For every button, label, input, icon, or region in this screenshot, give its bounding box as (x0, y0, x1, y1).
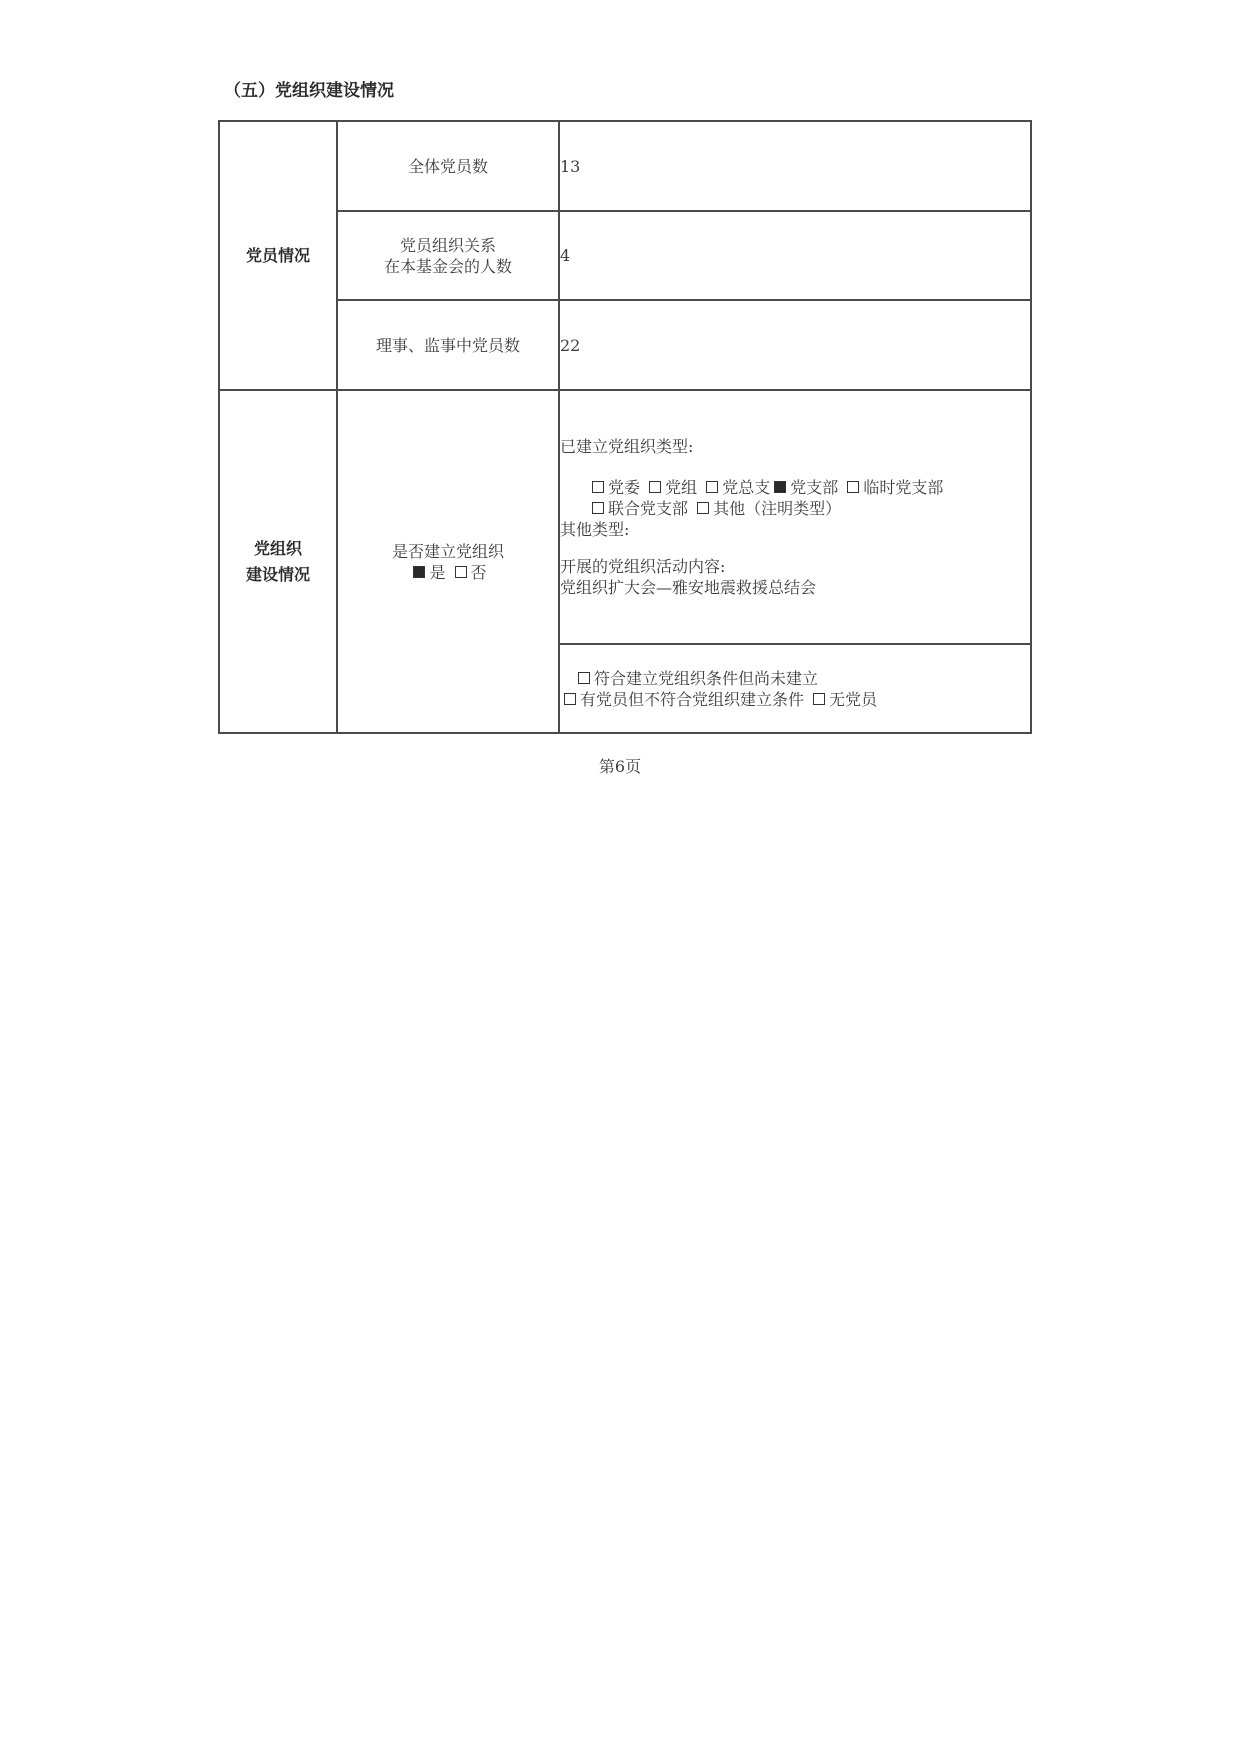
checkbox-checked-icon[interactable] (774, 481, 786, 493)
checkbox-icon[interactable] (592, 502, 604, 514)
category-line: 党组织 (253, 538, 302, 558)
type-option: 党总支 (722, 478, 771, 497)
option-yes: 是 (429, 562, 446, 582)
not-established-option: 无党员 (829, 689, 878, 709)
type-option: 联合党支部 (608, 499, 689, 518)
page-number: 第6页 (598, 757, 642, 776)
label-line: 党员组织关系 (399, 235, 496, 255)
table-row (219, 390, 1031, 644)
checkbox-icon[interactable] (592, 481, 604, 493)
option-no: 否 (470, 562, 487, 582)
established-question: 是否建立党组织 (391, 541, 504, 561)
checkbox-icon[interactable] (564, 693, 576, 705)
not-established-option: 有党员但不符合党组织建立条件 (580, 689, 805, 709)
activity-title: 开展的党组织活动内容: (560, 557, 726, 576)
checkbox-icon[interactable] (697, 502, 709, 514)
members-category: 党员情况 (219, 121, 337, 390)
label-line: 全体党员数 (407, 156, 488, 176)
row-label-members-in-foundation (337, 211, 559, 300)
org-category (219, 390, 337, 733)
checkbox-icon[interactable] (578, 672, 590, 684)
label-line: 在本基金会的人数 (383, 256, 512, 276)
section-title: （五）党组织建设情况 (224, 81, 394, 101)
party-organization-table (218, 120, 1032, 734)
not-established-option: 符合建立党组织条件但尚未建立 (594, 668, 819, 688)
row-label-board-members (337, 300, 559, 390)
types-title: 已建立党组织类型: (560, 437, 694, 456)
label-line: 理事、监事中党员数 (375, 335, 520, 355)
not-established-cell (559, 644, 1031, 733)
checkbox-checked-icon[interactable] (413, 566, 425, 578)
category-line: 建设情况 (245, 564, 310, 584)
type-option: 党组 (665, 478, 698, 497)
established-question-cell (337, 390, 559, 733)
org-details-cell (559, 390, 1031, 644)
type-option: 其他（注明类型） (713, 499, 842, 518)
activity-content: 党组织扩大会—雅安地震救援总结会 (560, 578, 817, 597)
established-options (338, 562, 558, 583)
checkbox-icon[interactable] (847, 481, 859, 493)
checkbox-icon[interactable] (649, 481, 661, 493)
row-label-total-members (337, 121, 559, 211)
value-total-members: 13 (559, 121, 1031, 211)
value-members-in-foundation: 4 (559, 211, 1031, 300)
table-row (219, 211, 1031, 300)
type-option: 党委 (608, 478, 641, 497)
other-types-label: 其他类型: (560, 520, 630, 539)
type-option: 临时党支部 (863, 478, 944, 497)
table-row (219, 121, 1031, 211)
table-row (219, 300, 1031, 390)
value-board-members: 22 (559, 300, 1031, 390)
types-line (560, 477, 1030, 519)
checkbox-icon[interactable] (455, 566, 467, 578)
checkbox-icon[interactable] (813, 693, 825, 705)
type-option: 党支部 (790, 478, 839, 497)
checkbox-icon[interactable] (706, 481, 718, 493)
